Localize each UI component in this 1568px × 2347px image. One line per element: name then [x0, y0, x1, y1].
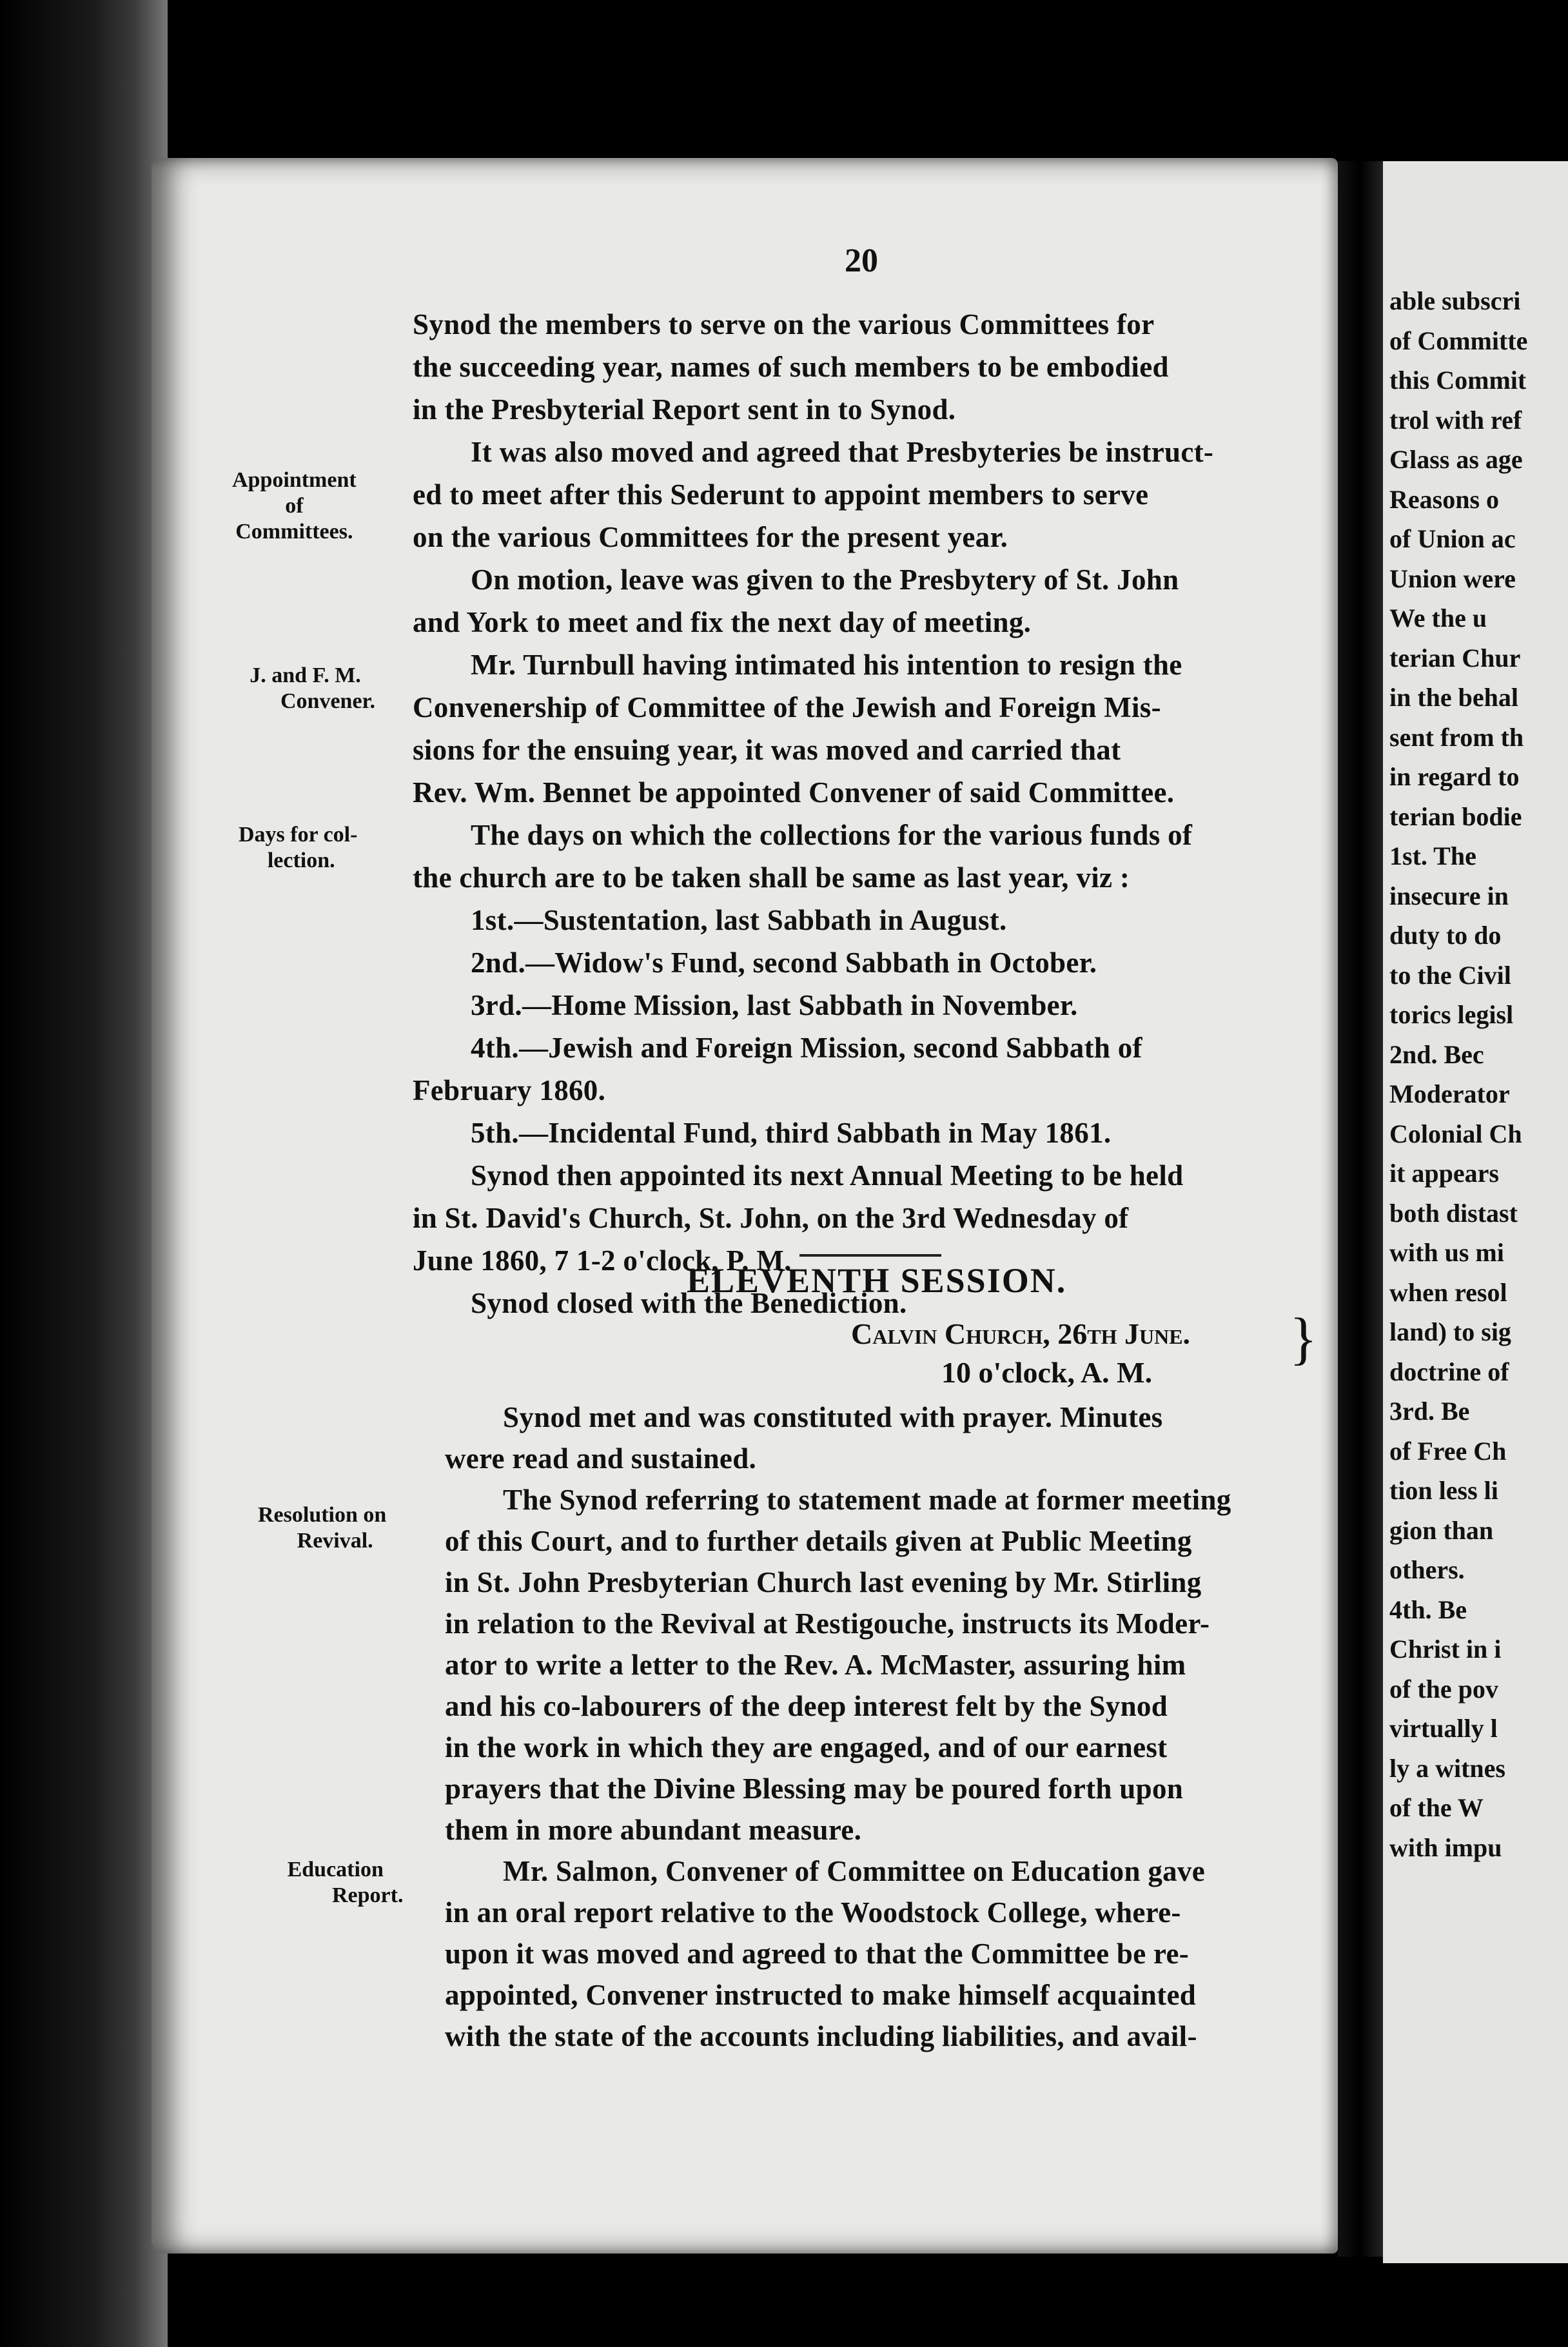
text-line: the church are to be taken shall be same as last year, viz : [413, 861, 1130, 894]
brace-mark: } [1289, 1307, 1318, 1371]
right-page-line: Glass as age [1389, 445, 1523, 474]
text-line: sions for the ensuing year, it was moved and carried that [413, 734, 1121, 766]
right-page-line: of the pov [1389, 1674, 1498, 1704]
text-line: The Synod referring to statement made at former meeting [503, 1484, 1231, 1516]
text-line: 5th.—Incidental Fund, third Sabbath in May 1861. [471, 1117, 1112, 1149]
section-divider [799, 1254, 941, 1257]
text-line: appointed, Convener instructed to make himself acquainted [445, 1979, 1197, 2011]
text-line: and his co-labourers of the deep interest felt by the Synod [445, 1690, 1168, 1722]
right-page-line: duty to do [1389, 921, 1502, 950]
right-page-line: We the u [1389, 604, 1487, 633]
text-line: On motion, leave was given to the Presbytery of St. John [471, 564, 1179, 596]
right-page-line: able subscri [1389, 286, 1521, 315]
text-line: Convenership of Committee of the Jewish and Foreign Mis- [413, 691, 1161, 723]
right-page-line: 4th. Be [1389, 1595, 1467, 1624]
text-line: on the various Committees for the present year. [413, 521, 1008, 553]
right-page [1383, 161, 1568, 2263]
right-page-line: land) to sig [1389, 1317, 1511, 1346]
right-page-line: ly a witnes [1389, 1753, 1505, 1783]
right-page-line: of the W [1389, 1793, 1484, 1822]
right-page-line: Union were [1389, 564, 1516, 593]
text-line: ator to write a letter to the Rev. A. McMaster, assuring him [445, 1649, 1186, 1681]
right-page-line: 2nd. Bec [1389, 1039, 1484, 1069]
right-page-line: Colonial Ch [1389, 1119, 1522, 1148]
right-page-line: of Union ac [1389, 524, 1516, 553]
right-page-line: doctrine of [1389, 1357, 1509, 1386]
right-page-line: terian bodie [1389, 801, 1522, 831]
session-heading: ELEVENTH SESSION. [687, 1261, 1067, 1300]
text-line: in the work in which they are engaged, and of our earnest [445, 1731, 1168, 1763]
text-line: and York to meet and fix the next day of meeting. [413, 606, 1032, 638]
right-page-line: it appears [1389, 1159, 1499, 1188]
right-page-line: Moderator [1389, 1079, 1510, 1108]
text-line: 3rd.—Home Mission, last Sabbath in November. [471, 989, 1078, 1021]
text-line: in St. John Presbyterian Church last evening by Mr. Stirling [445, 1566, 1202, 1598]
right-page-line: torics legisl [1389, 1000, 1514, 1029]
text-line: Synod closed with the Benediction. [471, 1287, 907, 1319]
margin-note-education: Education Report. [287, 1858, 404, 1907]
page-number: 20 [845, 242, 878, 279]
margin-note-convener: J. and F. M. Convener. [250, 663, 376, 713]
text-line: June 1860, 7 1-2 o'clock, P. M. [413, 1244, 792, 1277]
right-page-line: trol with ref [1389, 405, 1522, 435]
right-page-line: virtually l [1389, 1714, 1498, 1743]
right-page-line: to the Civil [1389, 960, 1511, 990]
text-line: Synod met and was constituted with prayer. Minutes [503, 1401, 1163, 1433]
right-page-line: both distast [1389, 1198, 1518, 1228]
right-page-line: with impu [1389, 1832, 1502, 1862]
text-line: Synod the members to serve on the various Committees for [413, 308, 1155, 340]
right-page-line: terian Chur [1389, 643, 1521, 673]
text-line: in relation to the Revival at Restigouche, instructs its Moder- [445, 1607, 1210, 1640]
right-page-line: of Free Ch [1389, 1436, 1507, 1466]
text-line: them in more abundant measure. [445, 1814, 862, 1846]
right-page-line: 3rd. Be [1389, 1397, 1470, 1426]
text-line: the succeeding year, names of such members to be embodied [413, 351, 1169, 383]
text-line: 4th.—Jewish and Foreign Mission, second Sabbath of [471, 1032, 1142, 1064]
text-line: Synod then appointed its next Annual Meeting to be held [471, 1159, 1184, 1192]
right-page-line: Reasons o [1389, 484, 1500, 514]
right-page-line: Christ in i [1389, 1635, 1502, 1664]
right-page-line: others. [1389, 1555, 1465, 1584]
text-line: Rev. Wm. Bennet be appointed Convener of said Committee. [413, 776, 1175, 809]
text-line: ed to meet after this Sederunt to appoint members to serve [413, 478, 1149, 511]
margin-note-days: Days for col- lection. [239, 823, 358, 872]
text-line: It was also moved and agreed that Presbyteries be instruct- [471, 436, 1214, 468]
right-page-line: this Commit [1389, 366, 1527, 395]
right-page-line: when resol [1389, 1277, 1507, 1307]
right-page-line: with us mi [1389, 1238, 1504, 1267]
right-page-line: sent from th [1389, 722, 1524, 752]
right-page-line: tion less li [1389, 1476, 1498, 1505]
text-line: 2nd.—Widow's Fund, second Sabbath in October. [471, 947, 1097, 979]
text-line: Mr. Salmon, Convener of Committee on Education gave [503, 1855, 1205, 1887]
margin-note-appointment: Appointment of Committees. [232, 468, 357, 544]
text-line: 1st.—Sustentation, last Sabbath in August. [471, 904, 1007, 936]
right-page-line: insecure in [1389, 881, 1509, 910]
right-page-line: of Committe [1389, 326, 1528, 355]
text-line: upon it was moved and agreed to that the Committee be re- [445, 1938, 1190, 1970]
session-time: 10 o'clock, A. M. [941, 1356, 1153, 1389]
book-spine [0, 0, 168, 2347]
text-line: of this Court, and to further details given at Public Meeting [445, 1525, 1192, 1557]
text-line: in the Presbyterial Report sent in to Synod. [413, 393, 956, 426]
text-line: in St. David's Church, St. John, on the 3rd Wednesday of [413, 1202, 1129, 1234]
right-page-line: in regard to [1389, 762, 1520, 791]
session-place: Calvin Church, 26th June. [851, 1317, 1191, 1350]
right-page-line: gion than [1389, 1515, 1494, 1545]
text-line: The days on which the collections for the various funds of [471, 819, 1193, 851]
margin-note-revival: Resolution on Revival. [258, 1503, 387, 1553]
text-line: in an oral report relative to the Woodstock College, where- [445, 1896, 1181, 1929]
right-page-line: in the behal [1389, 683, 1519, 712]
text-line: prayers that the Divine Blessing may be poured forth upon [445, 1773, 1184, 1805]
text-line: February 1860. [413, 1074, 606, 1106]
text-line: with the state of the accounts including liabilities, and avail- [445, 2020, 1197, 2052]
text-line: Mr. Turnbull having intimated his intention to resign the [471, 649, 1182, 681]
text-line: were read and sustained. [445, 1442, 757, 1475]
page-gutter [1338, 161, 1383, 2257]
right-page-line: 1st. The [1389, 841, 1476, 870]
